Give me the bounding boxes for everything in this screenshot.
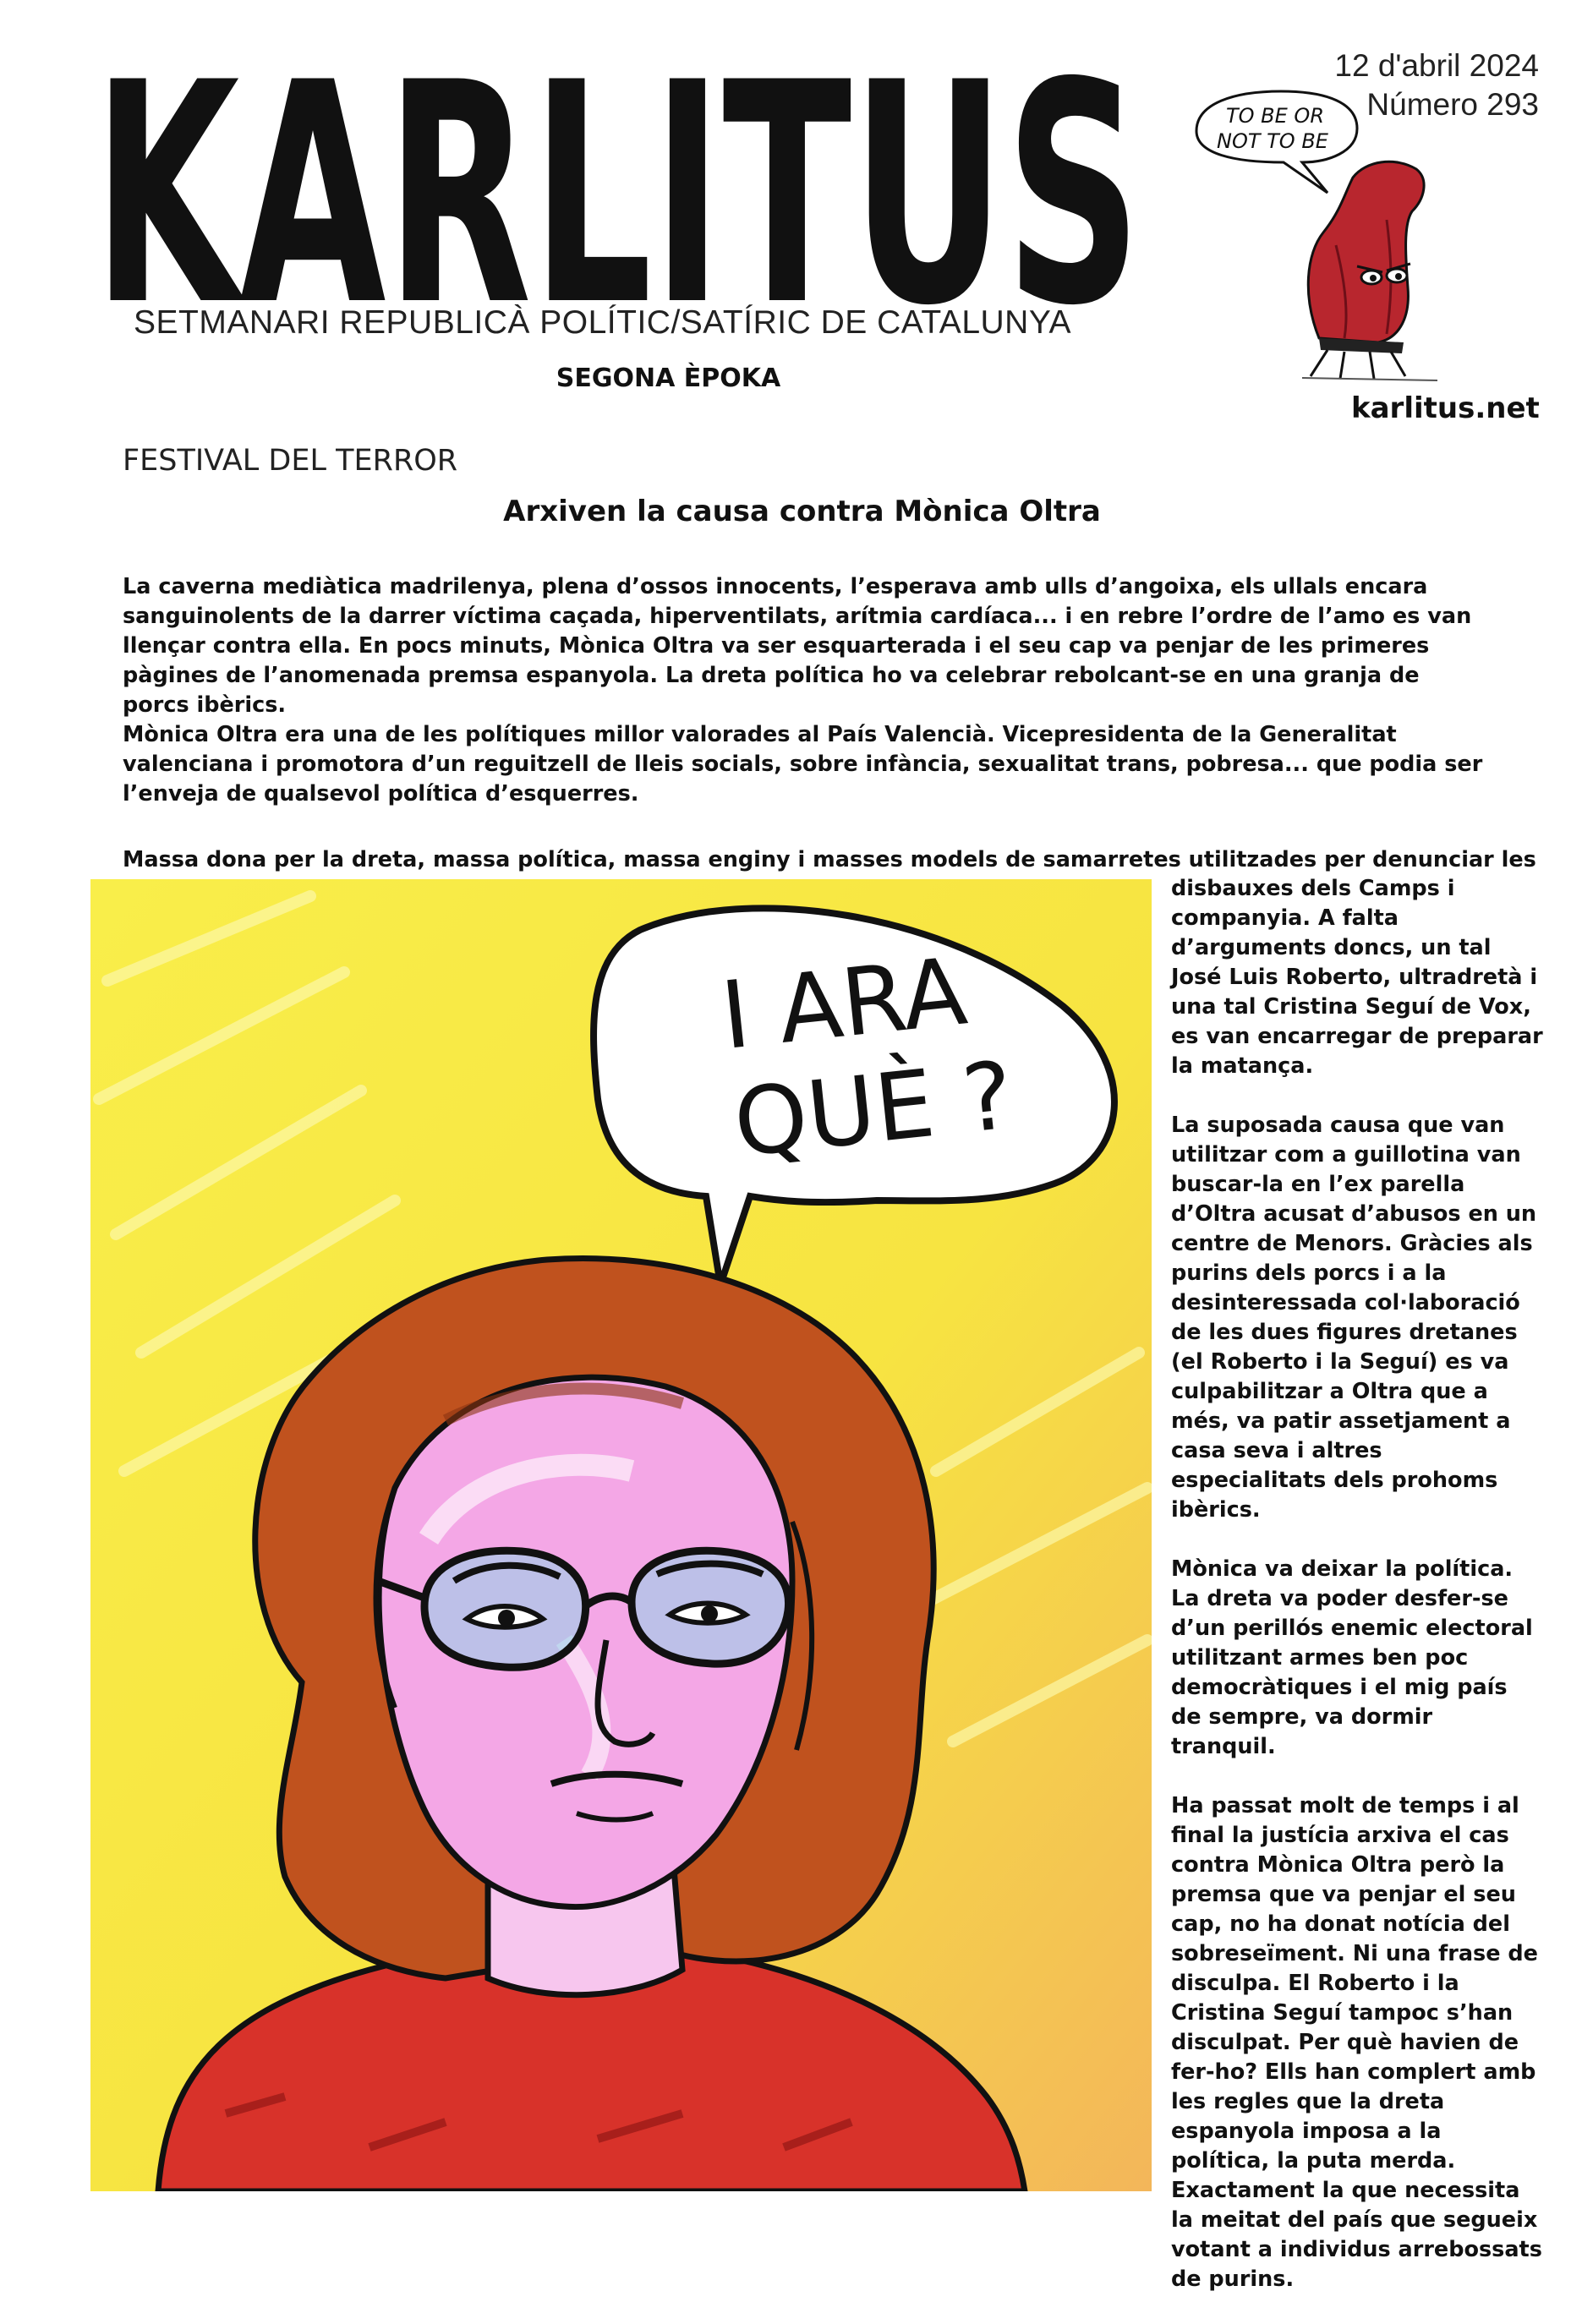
column-paragraph-4: Ha passat molt de temps i al final la justícia arxiva el cas contra Mònica Oltra però la premsa que va penjar el seu cap, no ha donat notícia del sobreseïment. Ni una frase de disculpa. El Roberto i la Cristina Seguí tampoc s’han disculpat. Per què havien de fer-ho? Ells han complert amb les regles que la dreta espanyola imposa a la política, la puta merda. Exactament la que necessita la meitat del país que segueix votant a individus arrebossats de purins.: [1171, 1793, 1542, 2292]
article-paragraph-1: La caverna mediàtica madrilenya, plena d’ossos innocents, l’esperava amb ulls d’angoixa, els ullals encara sanguinolents de la darrer víctima caçada, hiperventilats, arítmia cardíaca... i en rebre l’ordre de l’amo es van llençar contra ella. En pocs minuts, Mònica Oltra va ser esquarterada i el seu cap va penjar de les primeres pàgines de l’anomenada premsa espanyola. La dreta política ho va celebrar rebolcant-se en una granja de porcs ibèrics.: [123, 574, 1472, 718]
website-link[interactable]: karlitus.net: [1351, 391, 1540, 425]
issue-number: Número 293: [1366, 87, 1539, 122]
mascot-illustration: [1184, 85, 1463, 385]
section-label: FESTIVAL DEL TERROR: [123, 444, 458, 478]
masthead-logo: [85, 46, 1150, 317]
cartoon-speech-line-2: QUÈ ?: [729, 1041, 1018, 1178]
article-paragraph-3-start: Massa dona per la dreta, massa política, massa enginy i masses models de samarretes utilitzades per denunciar les: [123, 847, 1536, 872]
article-paragraph-2: Mònica Oltra era una de les polítiques millor valorades al País Valencià. Vicepresidenta de la Generalitat valenciana i promotora d’un reguitzell de lleis socials, sobre infància, sexualitat trans, pobresa... que podia ser l’enveja de qualsevol política d’esquerres.: [123, 722, 1483, 807]
article-column: [1171, 874, 1543, 2324]
cartoon-illustration: [90, 879, 1152, 2191]
article-headline: Arxiven la causa contra Mònica Oltra: [503, 495, 1101, 528]
issue-date: 12 d'abril 2024: [1334, 48, 1539, 83]
mascot-speech-line-2: NOT TO BE: [1217, 129, 1328, 153]
masthead-epoch: SEGONA ÈPOKA: [556, 364, 781, 393]
masthead-subtitle: SETMANARI REPUBLICÀ POLÍTIC/SATÍRIC DE CATALUNYA: [134, 304, 1071, 341]
hooded-figure: [1302, 161, 1437, 380]
column-paragraph-1: disbauxes dels Camps i companyia. A falta d’arguments doncs, un tal José Luis Roberto, ultradretà i una tal Cristina Seguí de Vox, es van encarregar de preparar la matança.: [1171, 876, 1543, 1079]
column-paragraph-3: Mònica va deixar la política. La dreta va poder desfer-se d’un perillós enemic electoral utilitzant armes ben poc democràtiques i el mig país de sempre, va dormir tranquil.: [1171, 1556, 1533, 1759]
masthead-title: KARLITUS: [93, 46, 1141, 317]
mascot-speech-line-1: TO BE OR: [1225, 104, 1325, 128]
cartoon-speech-line-1: I ARA: [716, 937, 972, 1071]
column-paragraph-2: La suposada causa que van utilitzar com a guillotina van buscar-la en l’ex parella d’Oltra acusat d’abusos en un centre de Menors. Gràcies als purins dels porcs i a la desinteressada col·laboració de les dues figures dretanes (el Roberto i la Seguí) es va culpabilitzar a Oltra que a més, va patir assetjament a casa seva i altres especialitats dels prohoms ibèrics.: [1171, 1113, 1537, 1523]
